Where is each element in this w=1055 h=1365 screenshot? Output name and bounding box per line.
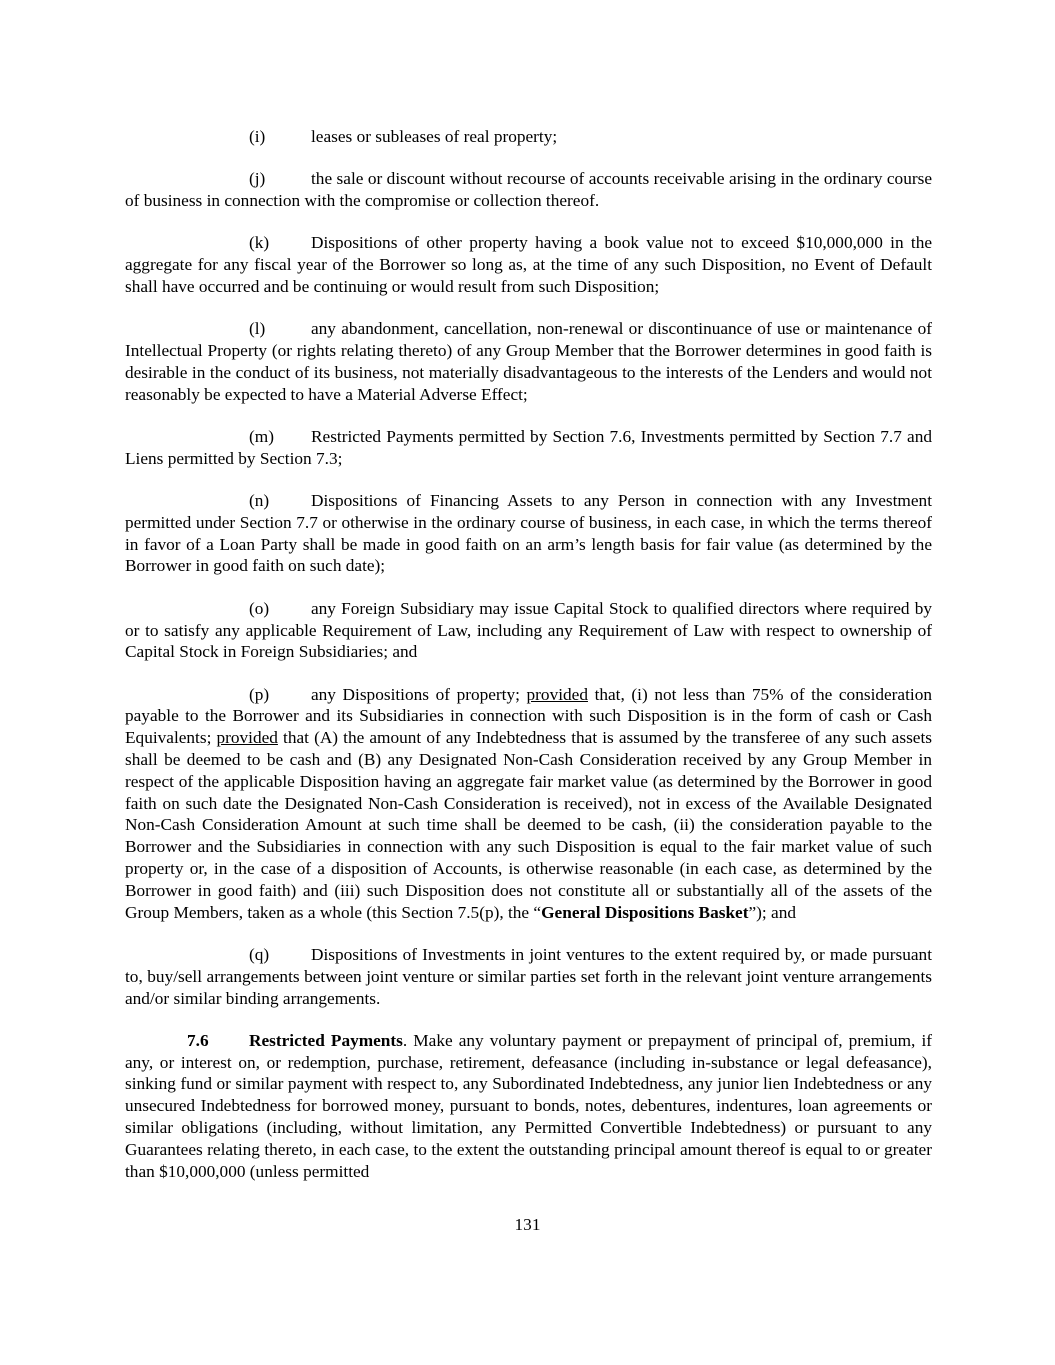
clause-text: any Foreign Subsidiary may issue Capital Stock to qualified directors where required by or to satisfy any applicable Requirement of Law, including any Requirement of Law with respect to ownership of Capital Stock in Foreign Subsidiaries; and <box>125 598 932 662</box>
section-title-punct: . <box>402 1030 408 1050</box>
section-7-6 <box>125 1030 932 1183</box>
clause-label: (q) <box>249 944 270 964</box>
clause-text: Dispositions of Investments in joint ventures to the extent required by, or made pursuant to, buy/sell arrangements between joint venture or similar parties set forth in the relevant joint venture arrangements and/or similar binding arrangements. <box>125 944 932 1008</box>
clause-label: (n) <box>249 491 270 511</box>
clause-o <box>125 598 932 663</box>
clause-j <box>125 168 932 212</box>
clause-q <box>125 944 932 1009</box>
clause-k <box>125 232 932 297</box>
clause-text: Dispositions of Financing Assets to any Person in connection with any Investment permitted under Section 7.7 or otherwise in the ordinary course of business, in each case, in which the terms thereof in favor of a Loan Party shall be made in good faith on an arm’s length basis for fair value (as determined by the Borrower in good faith on such date); <box>125 491 932 576</box>
section-text: Make any voluntary payment or prepayment of principal of, premium, if any, or interest on, or redemption, purchase, retirement, defeasance (including in-substance or legal defeasance), sinking fund or similar payment with respect to, any Subordinated Indebtedness, any junior lien Indebtedness or any unsecured Indebtedness for borrowed money, pursuant to bonds, notes, debentures, indentures, loan agreements or similar obligations (including, without limitation, any Permitted Convertible Indebtedness) or pursuant to any Guarantees relating thereto, in each case, to the extent the outstanding principal amount thereof is equal to or greater than $10,000,000 (unless permitted <box>125 1030 932 1181</box>
clause-m <box>125 426 932 470</box>
document-page <box>125 126 932 1182</box>
section-title: Restricted Payments <box>249 1030 403 1050</box>
clause-text: leases or subleases of real property; <box>311 127 558 146</box>
clause-text: the sale or discount without recourse of accounts receivable arising in the ordinary course of business in connection with the compromise or collection thereof. <box>125 169 932 211</box>
clause-n <box>125 490 932 577</box>
clause-label: (i) <box>249 127 266 146</box>
section-number: 7.6 <box>187 1030 209 1050</box>
clause-label: (o) <box>249 598 270 618</box>
provided-term: provided <box>526 684 588 704</box>
clause-label: (l) <box>249 319 266 339</box>
clause-i <box>125 126 932 148</box>
clause-l <box>125 318 932 405</box>
clause-text: Dispositions of other property having a book value not to exceed $10,000,000 in the aggregate for any fiscal year of the Borrower so long as, at the time of any such Disposition, no Event of Default shall have occurred and be continuing or would result from such Disposition; <box>125 233 932 296</box>
clause-text: that, (i) not less than 75% of the consideration payable to the Borrower and its Subsidiaries in connection with such Disposition is in the form of cash or Cash Equivalents; <box>125 684 932 748</box>
page-number: 131 <box>514 1215 541 1234</box>
clause-text: ”); and <box>748 902 796 922</box>
defined-term: General Dispositions Basket <box>541 902 749 922</box>
clause-text: that (A) the amount of any Indebtedness that is assumed by the transferee of any such assets shall be deemed to be cash and (B) any Designated Non-Cash Consideration received by any Group Member in respect of the applicable Disposition having an aggregate fair market value (as determined by the Borrower in good faith on such date the Designated Non-Cash Consideration is received), not in excess of the Available Designated Non-Cash Consideration Amount at such time shall be deemed to be cash, (ii) the consideration payable to the Borrower and the Subsidiaries in connection with any such Disposition is equal to the fair market value of such property or, in the case of a disposition of Accounts, is otherwise reasonable (in each case, as determined by the Borrower in good faith) and (iii) such Disposition does not constitute all or substantially all of the assets of the Group Members, taken as a whole (this Section 7.5(p), the “ <box>125 728 932 922</box>
clause-text: any abandonment, cancellation, non-renewal or discontinuance of use or maintenance of Intellectual Property (or rights relating thereto) of any Group Member that the Borrower determines in good faith is desirable in the conduct of its business, not materially disadvantageous to the interests of the Lenders and would not reasonably be expected to have a Material Adverse Effect; <box>125 319 932 404</box>
clause-label: (k) <box>249 233 270 253</box>
clause-label: (p) <box>249 684 270 704</box>
clause-label: (m) <box>249 426 274 446</box>
clause-text: Restricted Payments permitted by Section 7.6, Investments permitted by Section 7.7 and Liens permitted by Section 7.3; <box>125 426 932 468</box>
clause-label: (j) <box>249 169 266 189</box>
clause-p <box>125 684 932 924</box>
provided-term: provided <box>216 728 278 748</box>
clause-text: any Dispositions of property; <box>311 684 527 704</box>
